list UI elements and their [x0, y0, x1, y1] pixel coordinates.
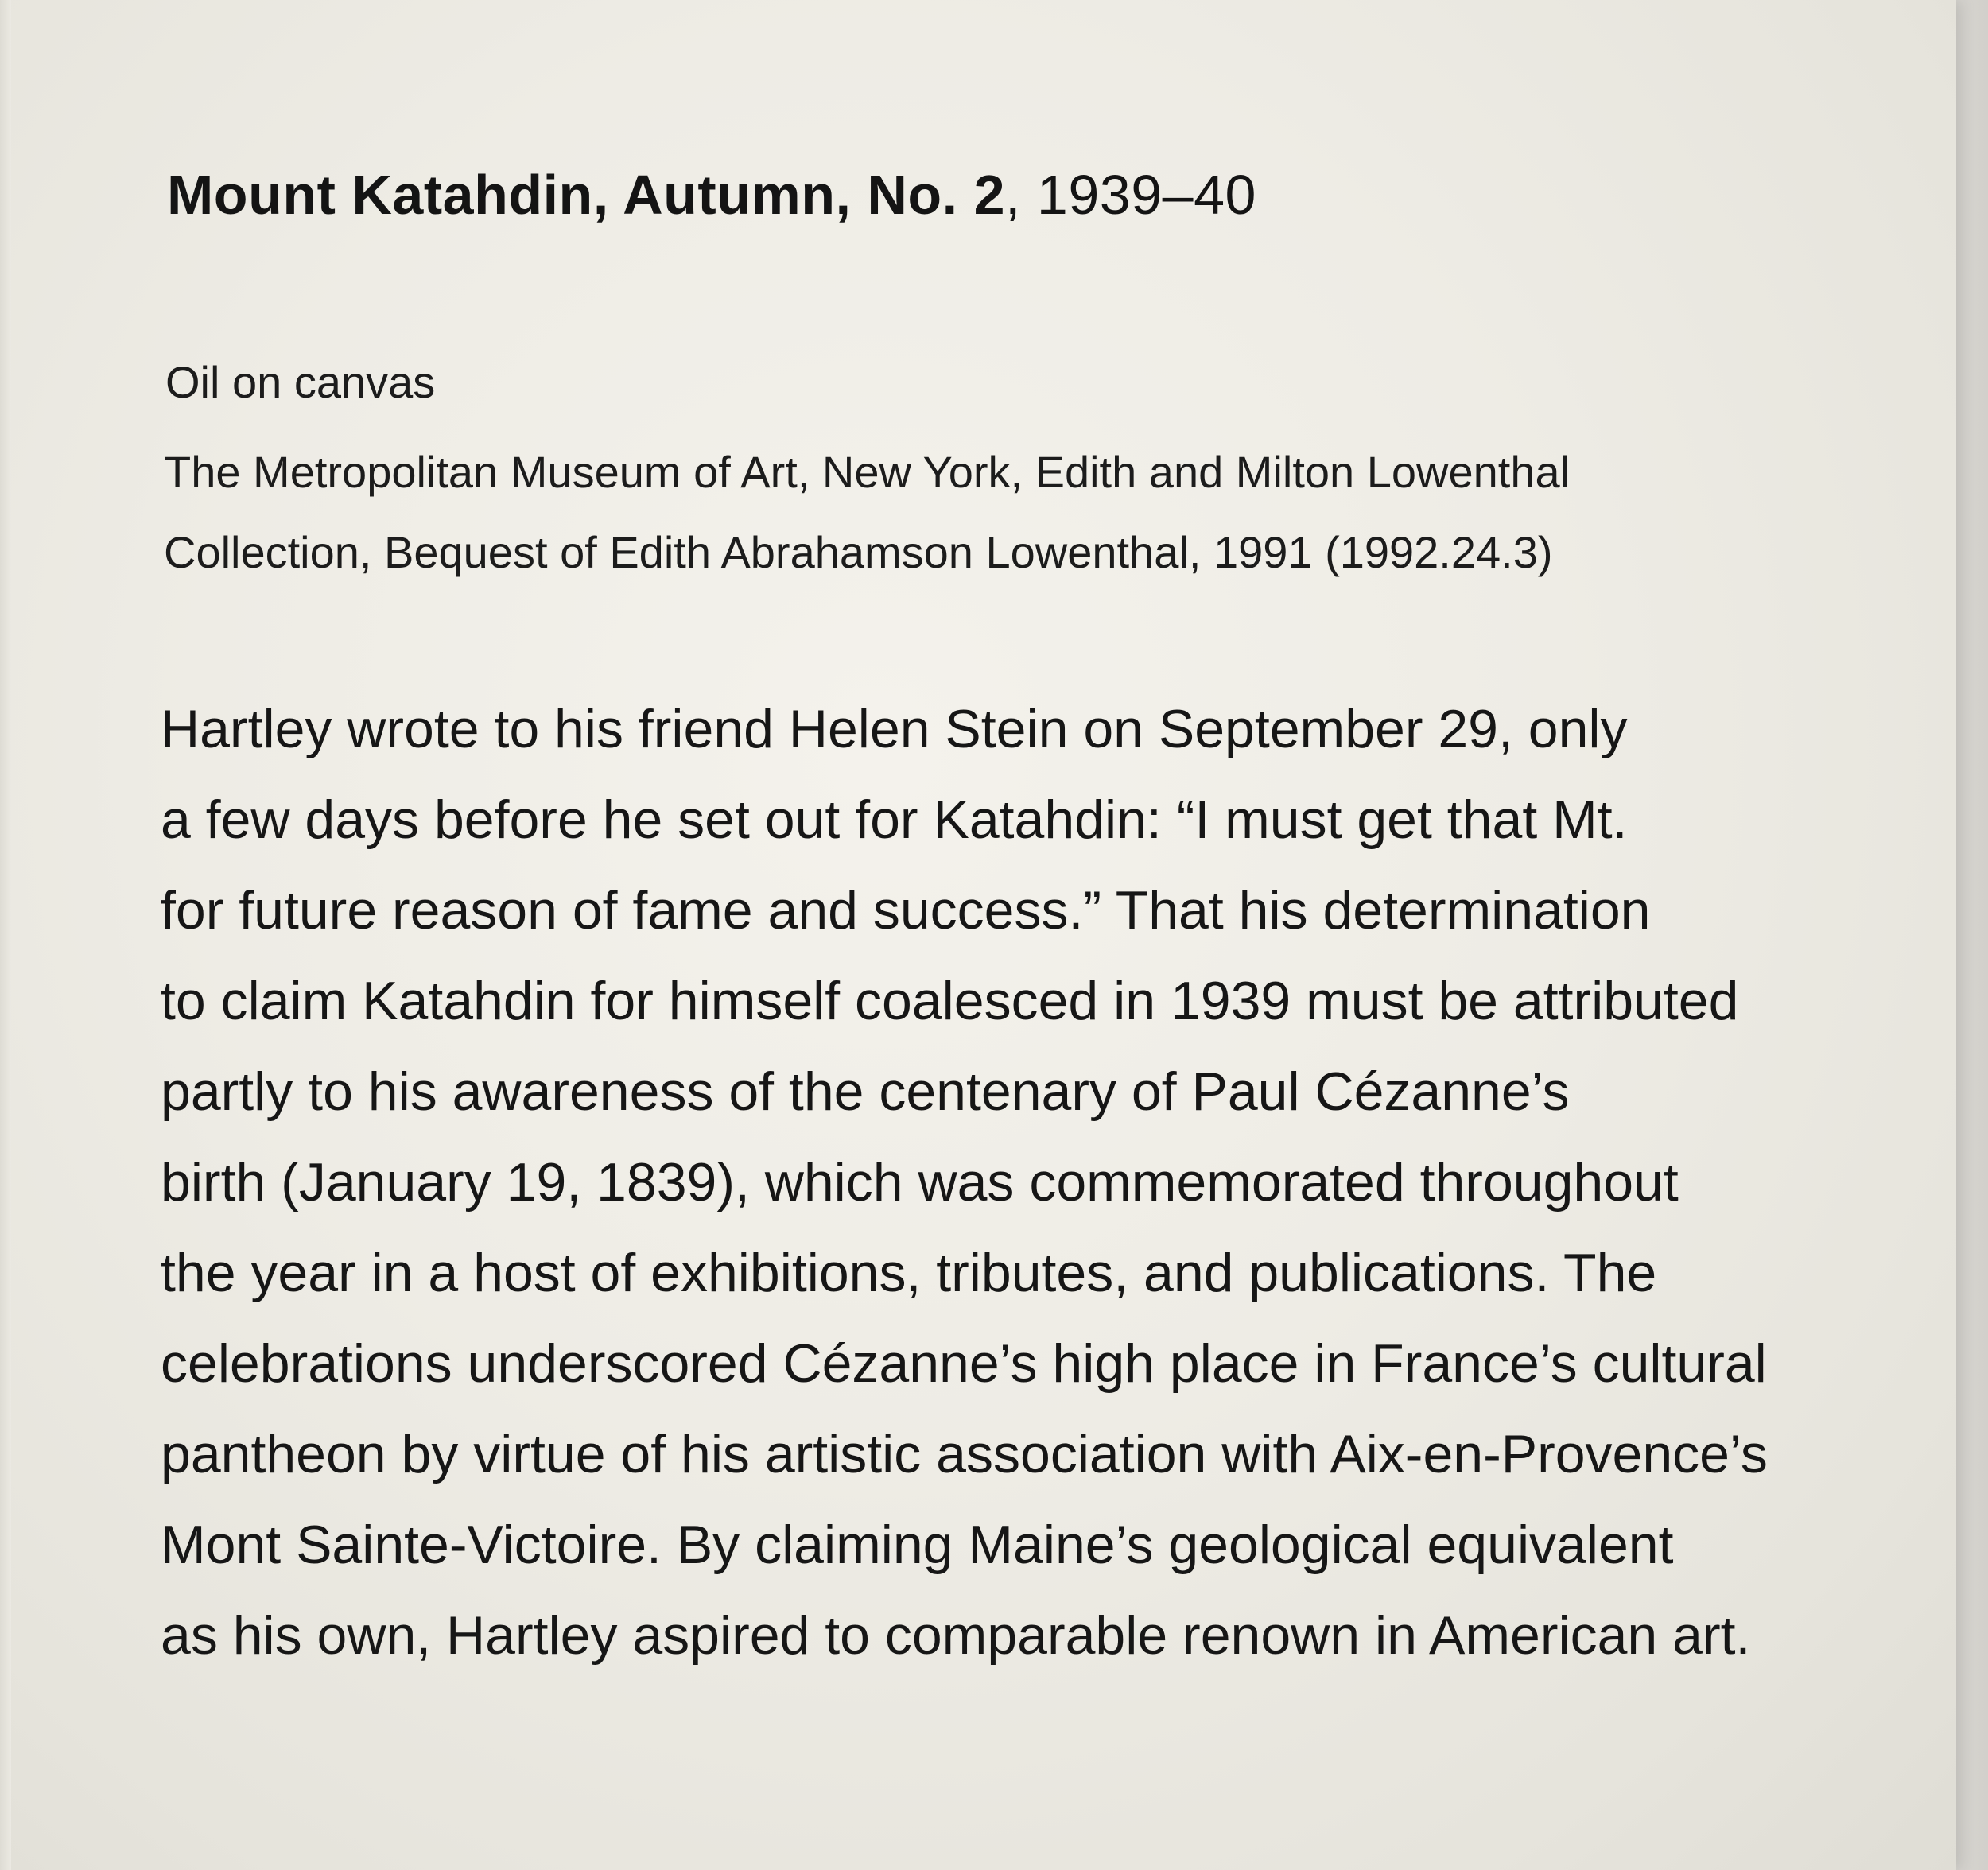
artwork-title: Mount Katahdin, Autumn, No. 2 [167, 164, 1006, 226]
description-line: to claim Katahdin for himself coalesced in 1939 must be attributed [161, 971, 1739, 1031]
description-line: Mont Sainte-Victoire. By claiming Maine’s geological equivalent [161, 1515, 1674, 1575]
card-edge [0, 0, 11, 1870]
description-line: the year in a host of exhibitions, tributes, and publications. The [161, 1243, 1657, 1303]
artwork-medium: Oil on canvas [165, 357, 436, 407]
description-line: partly to his awareness of the centenary of Paul Cézanne’s [161, 1061, 1570, 1122]
description-line: Hartley wrote to his friend Helen Stein on September 29, only [161, 699, 1628, 759]
label-description [161, 684, 1768, 1681]
credit-line-text: The Metropolitan Museum of Art, New York, Edith and Milton Lowenthal [164, 447, 1571, 497]
description-line: birth (January 19, 1839), which was commemorated throughout [161, 1152, 1679, 1212]
credit-line-text: Collection, Bequest of Edith Abrahamson Lowenthal, 1991 (1992.24.3) [164, 527, 1553, 577]
credit-line [164, 432, 1570, 592]
description-line: for future reason of fame and success.” That his determination [161, 880, 1651, 941]
description-line: as his own, Hartley aspired to comparable renown in American art. [161, 1605, 1751, 1666]
artwork-date: , 1939–40 [1005, 164, 1256, 226]
artwork-title-line [167, 163, 1256, 227]
description-line: a few days before he set out for Katahdin: “I must get that Mt. [161, 790, 1628, 850]
description-line: celebrations underscored Cézanne’s high place in France’s cultural [161, 1333, 1767, 1394]
description-line: pantheon by virtue of his artistic association with Aix-en-Provence’s [161, 1424, 1768, 1484]
